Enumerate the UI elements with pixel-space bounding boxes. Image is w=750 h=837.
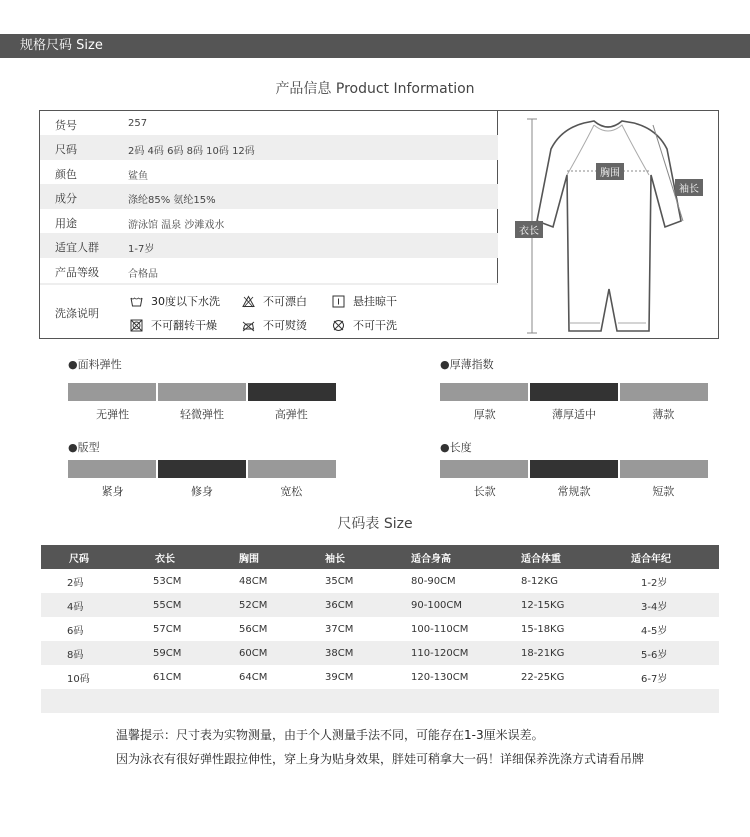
attr-title-length: ●长度 — [440, 441, 472, 454]
no-bleach-icon — [242, 295, 255, 308]
header-cell: 袖长 — [325, 553, 345, 565]
attr-labels-length — [440, 483, 708, 499]
wash-item-label: 悬挂晾干 — [353, 295, 397, 308]
attr-option: 轻微弹性 — [179, 408, 224, 421]
attr-bar-length — [440, 460, 708, 478]
table-row — [41, 665, 719, 689]
attr-seg — [440, 460, 528, 478]
table-cell: 52CM — [239, 599, 268, 611]
info-label: 货号 — [55, 119, 77, 132]
attr-title-elasticity: ●面料弹性 — [68, 358, 122, 371]
info-value: 2码 4码 6码 8码 10码 12码 — [128, 146, 255, 157]
attr-option: 薄款 — [652, 408, 675, 421]
wash-item — [242, 317, 307, 333]
info-label: 用途 — [55, 217, 77, 230]
attr-option: 短款 — [652, 485, 675, 498]
note-line-1: 温馨提示：尺寸表为实物测量，由于个人测量手法不同，可能存在1-3厘米误差。 — [116, 728, 544, 742]
product-info-title: 产品信息 Product Information — [275, 81, 475, 97]
product-info-table — [39, 110, 719, 339]
no-tumble-dry-icon — [130, 319, 143, 332]
hang-dry-icon — [332, 295, 345, 308]
sleeve-label: 袖长 — [675, 179, 703, 196]
garment-diagram — [499, 111, 718, 338]
chest-label: 胸围 — [596, 163, 624, 180]
table-cell: 56CM — [239, 623, 268, 635]
table-row-empty — [41, 689, 719, 713]
attr-labels-elasticity — [68, 406, 336, 422]
table-cell: 38CM — [325, 647, 354, 659]
attr-option: 薄厚适中 — [551, 408, 596, 421]
attr-seg-selected — [530, 383, 618, 401]
attr-seg — [68, 460, 156, 478]
header-cell: 适合体重 — [521, 553, 561, 565]
header-cell: 适合身高 — [411, 553, 451, 565]
section-header: 规格尺码 Size — [0, 34, 750, 58]
table-cell: 59CM — [153, 647, 182, 659]
table-cell: 57CM — [153, 623, 182, 635]
info-value: 鲨鱼 — [128, 171, 148, 182]
info-row-size — [40, 135, 498, 160]
table-cell: 22-25KG — [521, 671, 565, 683]
attr-option: 宽松 — [280, 485, 303, 498]
table-cell: 1-2岁 — [641, 577, 668, 589]
info-value: 合格品 — [128, 269, 158, 280]
attr-option: 常规款 — [557, 485, 591, 498]
table-cell: 18-21KG — [521, 647, 565, 659]
table-cell: 37CM — [325, 623, 354, 635]
table-cell: 4码 — [67, 601, 84, 613]
attr-seg — [158, 383, 246, 401]
size-table-title: 尺码表 Size — [337, 516, 413, 532]
info-value: 游泳馆 温泉 沙滩戏水 — [128, 220, 225, 231]
header-cell: 衣长 — [155, 553, 175, 565]
wash-item — [332, 293, 397, 309]
info-row-age — [40, 233, 498, 258]
attr-title-thickness: ●厚薄指数 — [440, 358, 494, 371]
attr-seg-selected — [530, 460, 618, 478]
attr-seg — [248, 460, 336, 478]
table-cell: 110-120CM — [411, 647, 469, 659]
length-label: 衣长 — [515, 221, 543, 238]
table-row — [41, 617, 719, 641]
header-cell: 适合年纪 — [631, 553, 671, 565]
attr-option: 紧身 — [101, 485, 124, 498]
note-line-2: 因为泳衣有很好弹性跟拉伸性，穿上身为贴身效果，胖娃可稍拿大一码！详细保养洗涤方式请看吊牌 — [116, 752, 645, 766]
info-row-material — [40, 184, 498, 209]
table-cell: 10码 — [67, 673, 90, 685]
info-value: 1-7岁 — [128, 244, 155, 255]
table-row — [41, 641, 719, 665]
table-cell: 60CM — [239, 647, 268, 659]
wash-item-label: 不可翻转干燥 — [151, 319, 217, 332]
attr-bar-elasticity — [68, 383, 336, 401]
table-cell: 35CM — [325, 575, 354, 587]
attr-seg-selected — [248, 383, 336, 401]
table-cell: 8-12KG — [521, 575, 559, 587]
table-cell: 12-15KG — [521, 599, 565, 611]
attr-labels-thickness — [440, 406, 708, 422]
attr-bar-thickness — [440, 383, 708, 401]
attr-seg — [620, 383, 708, 401]
info-label: 颜色 — [55, 168, 77, 181]
no-dry-clean-icon — [332, 319, 345, 332]
info-label: 成分 — [55, 192, 77, 205]
table-cell: 5-6岁 — [641, 649, 668, 661]
no-iron-icon — [242, 319, 255, 332]
wash-item — [130, 293, 220, 309]
table-row — [41, 569, 719, 593]
wash-30-icon — [130, 295, 143, 308]
size-table-header — [41, 545, 719, 569]
table-cell: 6-7岁 — [641, 673, 668, 685]
wash-instructions — [40, 285, 498, 338]
table-cell: 100-110CM — [411, 623, 469, 635]
table-cell: 64CM — [239, 671, 268, 683]
attr-seg-selected — [158, 460, 246, 478]
wash-label: 洗涤说明 — [55, 307, 99, 320]
table-cell: 2码 — [67, 577, 84, 589]
info-row-item-no — [40, 111, 498, 135]
attr-option: 修身 — [190, 485, 213, 498]
wash-item-label: 不可干洗 — [353, 319, 397, 332]
attr-title-fit: ●版型 — [68, 441, 100, 454]
wash-item-label: 不可熨烫 — [263, 319, 307, 332]
info-label: 尺码 — [55, 143, 77, 156]
attr-labels-fit — [68, 483, 336, 499]
info-value: 257 — [128, 118, 148, 129]
table-cell: 120-130CM — [411, 671, 469, 683]
info-label: 产品等级 — [55, 266, 99, 279]
info-row-usage — [40, 209, 498, 233]
table-cell: 3-4岁 — [641, 601, 668, 613]
table-cell: 36CM — [325, 599, 354, 611]
attr-seg — [68, 383, 156, 401]
header-cell: 尺码 — [69, 553, 89, 565]
info-value: 涤纶85% 氨纶15% — [128, 195, 216, 206]
wash-item — [130, 317, 217, 333]
size-table — [41, 545, 719, 713]
attr-seg — [440, 383, 528, 401]
attr-option: 无弹性 — [96, 408, 130, 421]
attr-option: 长款 — [473, 485, 496, 498]
table-cell: 55CM — [153, 599, 182, 611]
table-cell: 80-90CM — [411, 575, 456, 587]
table-cell: 39CM — [325, 671, 354, 683]
wash-item — [332, 317, 397, 333]
table-cell: 4-5岁 — [641, 625, 668, 637]
table-cell: 90-100CM — [411, 599, 463, 611]
table-cell: 48CM — [239, 575, 268, 587]
wash-item-label: 不可漂白 — [263, 295, 307, 308]
table-cell: 53CM — [153, 575, 182, 587]
info-row-grade — [40, 258, 498, 283]
table-cell: 6码 — [67, 625, 84, 637]
attr-option: 高弹性 — [274, 408, 308, 421]
wash-item-label: 30度以下水洗 — [151, 295, 220, 308]
wash-item — [242, 293, 307, 309]
table-cell: 8码 — [67, 649, 84, 661]
product-info-list — [40, 111, 498, 338]
attr-bar-fit — [68, 460, 336, 478]
attr-seg — [620, 460, 708, 478]
header-cell: 胸围 — [239, 553, 259, 565]
table-row — [41, 593, 719, 617]
info-label: 适宜人群 — [55, 241, 99, 254]
attr-option: 厚款 — [473, 408, 496, 421]
info-row-color — [40, 160, 498, 184]
table-cell: 15-18KG — [521, 623, 565, 635]
table-cell: 61CM — [153, 671, 182, 683]
